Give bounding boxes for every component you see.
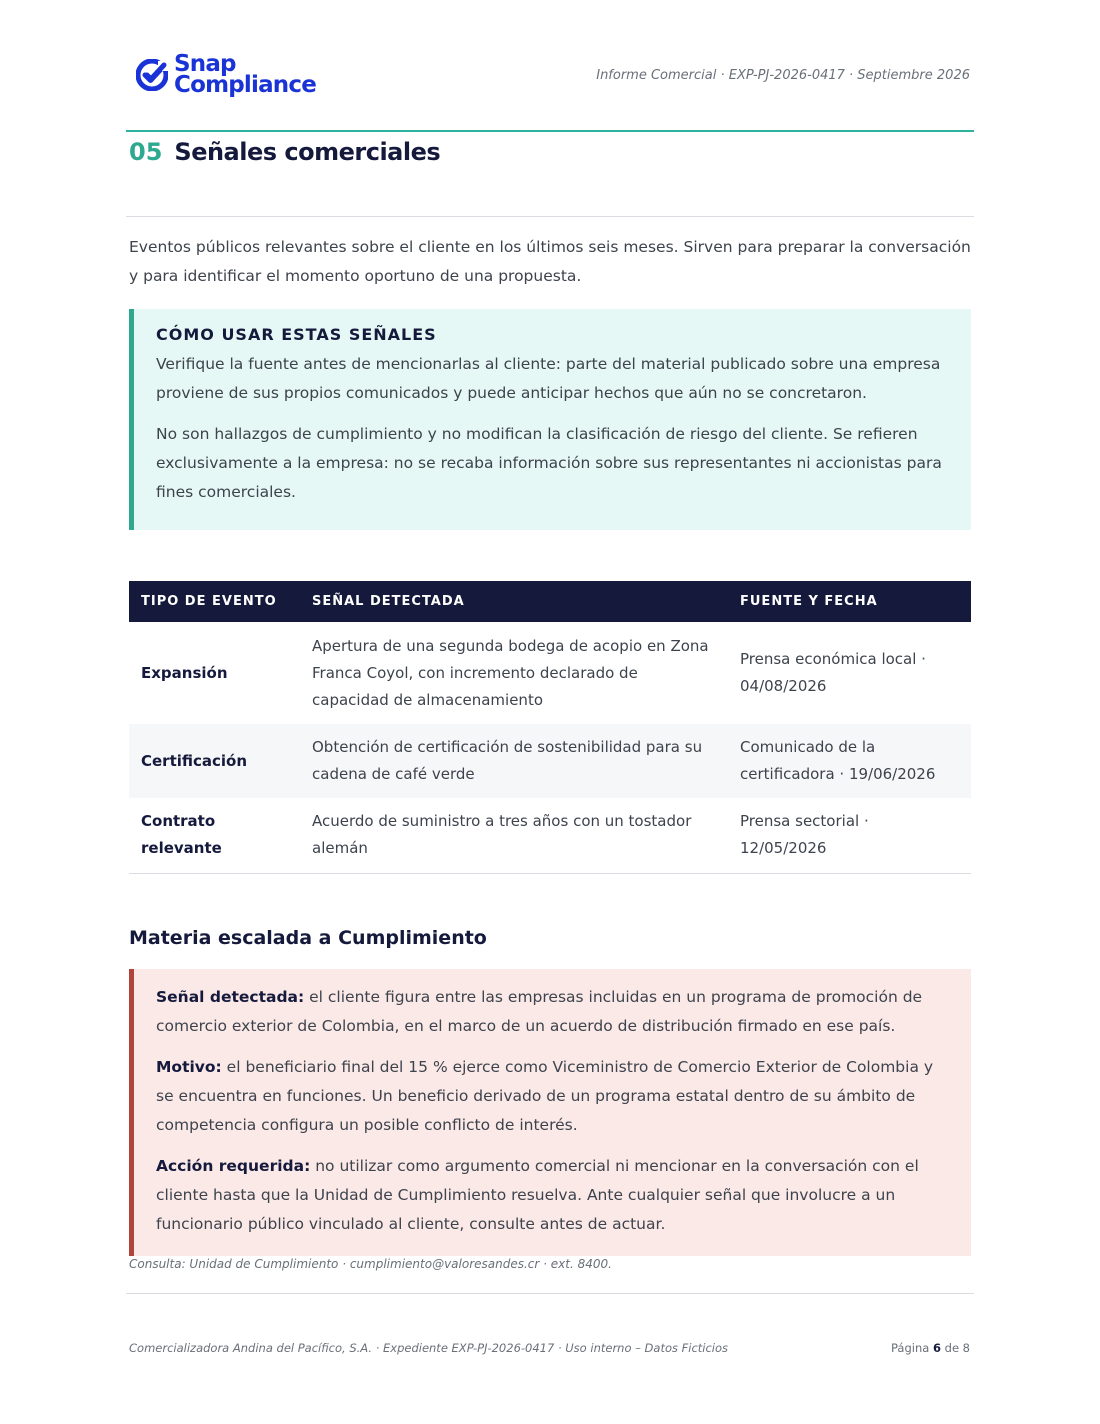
usage-callout-heading: CÓMO USAR ESTAS SEÑALES	[156, 325, 437, 344]
escalation-item	[156, 1053, 945, 1140]
event-source: Prensa sectorial · 12/05/2026	[728, 798, 971, 873]
compliance-contact: Consulta: Unidad de Cumplimiento · cumplimiento@valoresandes.cr · ext. 8400.	[129, 1257, 612, 1271]
table-row	[129, 724, 971, 798]
usage-callout-paragraph: No son hallazgos de cumplimiento y no modifican la clasificación de riesgo del cliente. Se refieren exclusivamente a la empresa: no se recaba información sobre sus representantes ni accionistas para fines comerciales.	[156, 425, 942, 501]
page-current: 6	[932, 1341, 941, 1355]
escalation-item-text: no utilizar como argumento comercial ni mencionar en la conversación con el cliente hasta que la Unidad de Cumplimiento resuelva. Ante cualquier señal que involucre a un funcionario público vinculado al cliente, consulte antes de actuar.	[156, 1157, 919, 1233]
header-divider	[126, 130, 974, 132]
event-type: Certificación	[129, 724, 300, 798]
page-header	[0, 0, 1100, 130]
escalation-item-text: el beneficiario final del 15 % ejerce como Viceministro de Comercio Exterior de Colombia y se encuentra en funciones. Un beneficio derivado de un programa estatal dentro de su ámbito de competencia configura un posible conflicto de interés.	[156, 1058, 934, 1134]
section-title: Señales comerciales	[174, 138, 441, 166]
escalation-item	[156, 1152, 945, 1239]
escalation-item-label: Acción requerida:	[156, 1157, 311, 1175]
page-prefix: Página	[891, 1341, 933, 1355]
table-row	[129, 798, 971, 873]
brand-line-1: Snap	[174, 51, 236, 77]
signals-table	[129, 581, 971, 874]
footer-company: Comercializadora Andina del Pacífico, S.A. · Expediente EXP-PJ-2026-0417 · Uso interno – Datos Ficticios	[129, 1341, 729, 1355]
column-header: TIPO DE EVENTO	[129, 581, 300, 622]
page-number	[891, 1341, 970, 1355]
section-divider	[126, 216, 974, 217]
event-signal: Obtención de certificación de sostenibilidad para su cadena de café verde	[300, 724, 728, 798]
brand-wordmark	[174, 51, 317, 98]
event-type: Expansión	[141, 663, 228, 682]
event-type: Contrato relevante	[129, 798, 300, 873]
event-source: Comunicado de la certificadora · 19/06/2026	[728, 724, 971, 798]
column-header: SEÑAL DETECTADA	[300, 581, 728, 622]
escalation-item-label: Señal detectada:	[156, 988, 305, 1006]
section-number: 05	[129, 138, 163, 166]
escalation-item	[156, 983, 945, 1041]
escalation-title: Materia escalada a Cumplimiento	[129, 927, 487, 949]
brand-logo	[136, 51, 317, 98]
intro-paragraph: Eventos públicos relevantes sobre el cliente en los últimos seis meses. Sirven para preparar la conversación y para identificar el momento oportuno de una propuesta.	[129, 238, 971, 285]
checkmark-badge-icon	[136, 59, 168, 91]
footer-divider	[126, 1293, 974, 1294]
column-header: FUENTE Y FECHA	[728, 581, 971, 622]
event-signal: Acuerdo de suministro a tres años con un tostador alemán	[300, 798, 728, 873]
escalation-callout	[129, 969, 971, 1256]
table-header-row	[129, 581, 971, 622]
usage-callout-paragraph: Verifique la fuente antes de mencionarlas al cliente: parte del material publicado sobre una empresa proviene de sus propios comunicados y puede anticipar hechos que aún no se concretaron.	[156, 355, 941, 402]
report-meta: Informe Comercial · EXP-PJ-2026-0417 · Septiembre 2026	[596, 68, 970, 83]
section-heading	[129, 138, 440, 166]
escalation-item-text: el cliente figura entre las empresas incluidas en un programa de promoción de comercio exterior de Colombia, en el marco de un acuerdo de distribución firmado en ese país.	[156, 988, 923, 1035]
page-separator: de	[940, 1341, 963, 1355]
usage-callout	[129, 309, 971, 530]
escalation-item-label: Motivo:	[156, 1058, 222, 1076]
page-total: 8	[962, 1341, 970, 1355]
event-source: Prensa económica local · 04/08/2026	[740, 650, 926, 695]
brand-line-2: Compliance	[174, 72, 317, 98]
table-row	[129, 622, 971, 724]
event-signal: Apertura de una segunda bodega de acopio en Zona Franca Coyol, con incremento declarado de capacidad de almacenamiento	[312, 636, 709, 709]
